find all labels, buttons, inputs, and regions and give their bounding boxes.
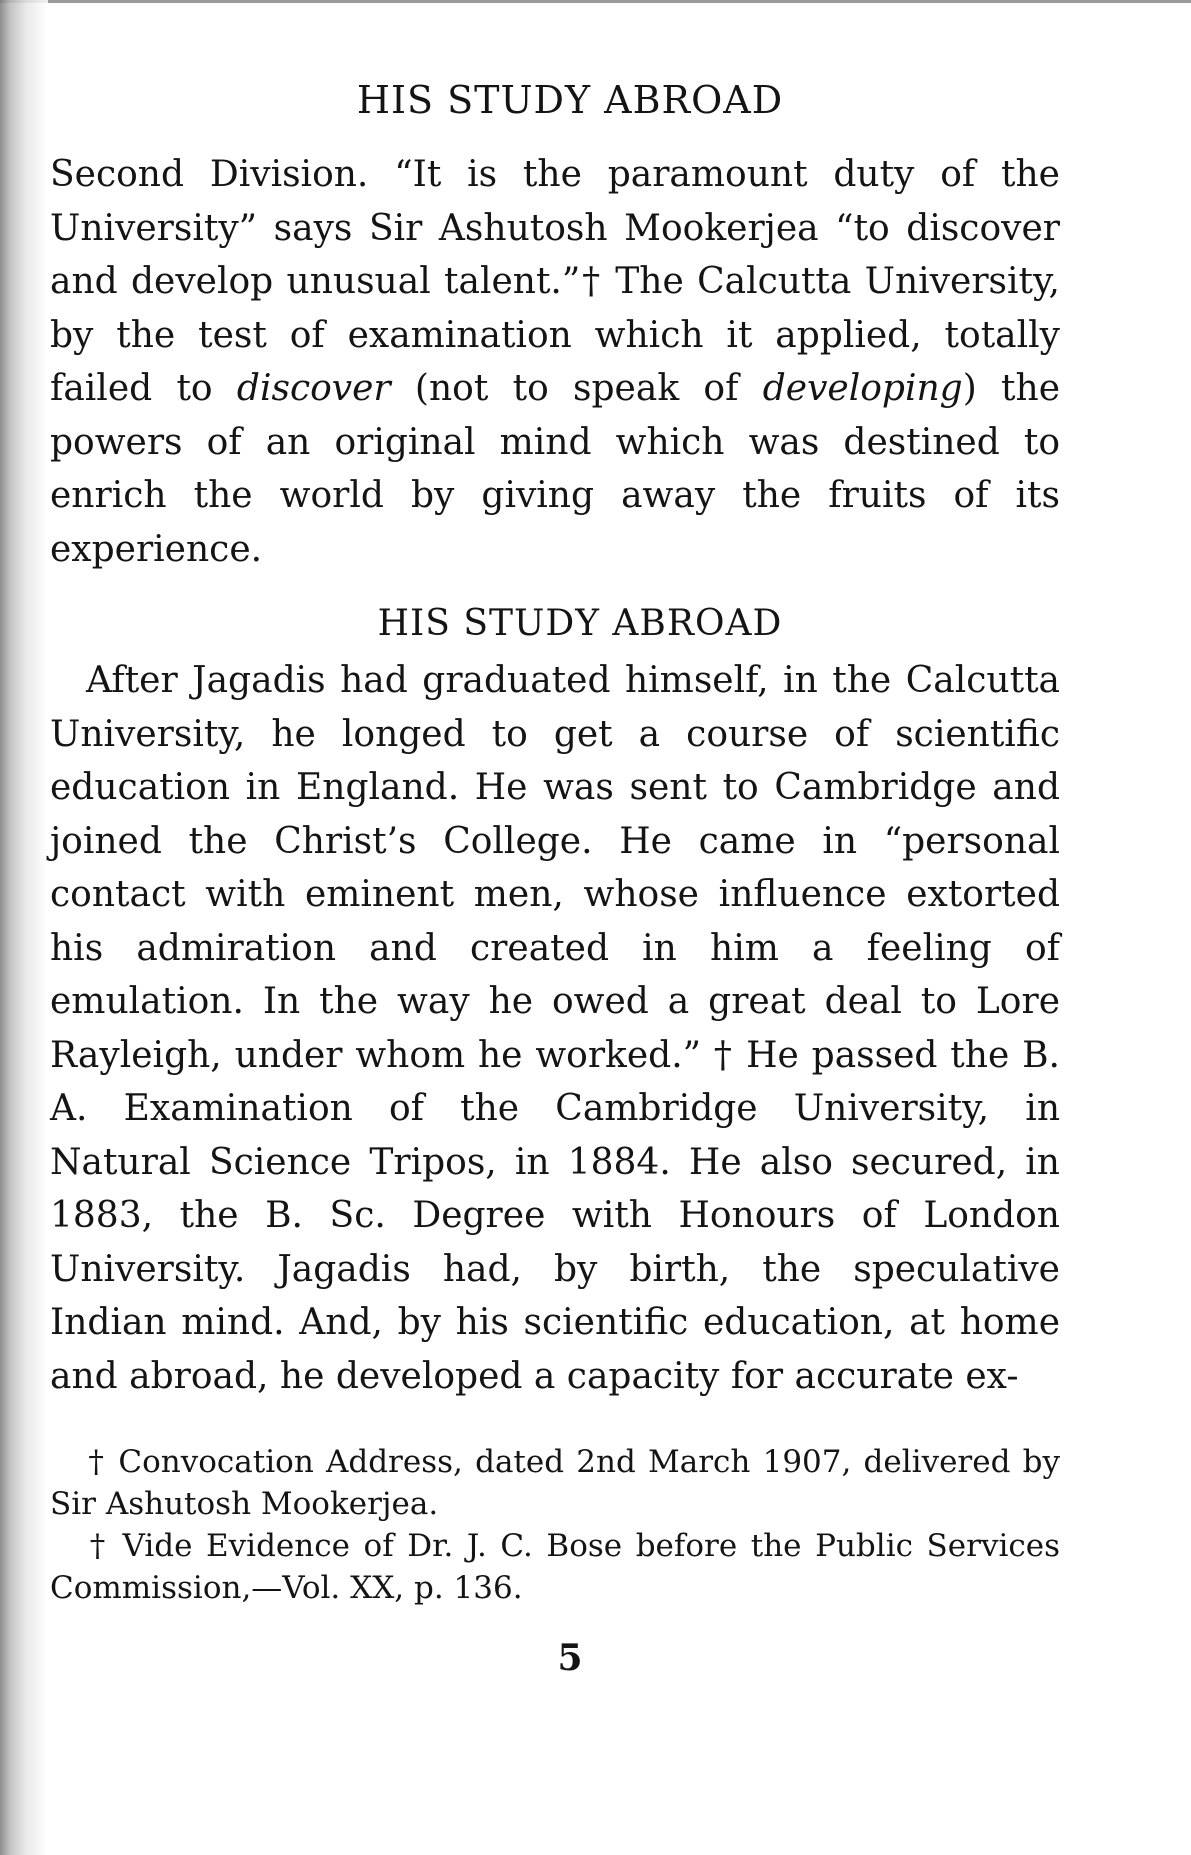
- running-head: HIS STUDY ABROAD: [356, 78, 784, 122]
- page-top-edge: [0, 0, 1191, 3]
- paragraph-1-text-c: ) the powers of an original mind which was destined to enrich the world by giving away the fruits of its experience.: [50, 368, 1060, 570]
- page-number: 5: [557, 1637, 583, 1679]
- footnote-convocation: [50, 1441, 1060, 1525]
- paragraph-study-abroad: [50, 654, 1060, 1403]
- footnote-1-text: † Convocation Address, dated 2nd March 1907, delivered by Sir Ashutosh Mookerjea.: [50, 1444, 1060, 1522]
- paragraph-1-text-a: Second Division. “It is the paramount duty of the University” says Sir Ashutosh Mookerjea “to discover and develop unusual talent.”† The Calcutta University, by the test of examination which it applied, totally failed to: [50, 154, 1060, 409]
- scan-shadow-edge: [0, 0, 48, 1855]
- paragraph-1-italic-discover: discover: [236, 368, 391, 409]
- section-heading: HIS STUDY ABROAD: [377, 603, 783, 644]
- book-page: [50, 70, 1060, 1679]
- footnote-vide-evidence: [50, 1525, 1060, 1609]
- paragraph-1-text-b: (not to speak of: [390, 368, 763, 409]
- paragraph-second-division: [50, 148, 1060, 576]
- footnote-2-text: † Vide Evidence of Dr. J. C. Bose before the Public Services Commission,—Vol. XX, p. 136.: [50, 1528, 1060, 1606]
- paragraph-2-text: After Jagadis had graduated himself, in the Calcutta University, he longed to get a course of scientific education in England. He was sent to Cambridge and joined the Christ’s College. He came in “personal contact with eminent men, whose influence extorted his admiration and created in him a feeling of emulation. In the way he owed a great deal to Lore Rayleigh, under whom he worked.” † He passed the B. A. Examination of the Cambridge University, in Natural Science Tripos, in 1884. He also secured, in 1883, the B. Sc. Degree with Honours of London University. Jagadis had, by birth, the speculative Indian mind. And, by his scientific education, at home and abroad, he developed a capacity for accurate ex-: [50, 660, 1060, 1397]
- footnotes: [50, 1441, 1060, 1609]
- paragraph-1-italic-developing: developing: [762, 368, 963, 409]
